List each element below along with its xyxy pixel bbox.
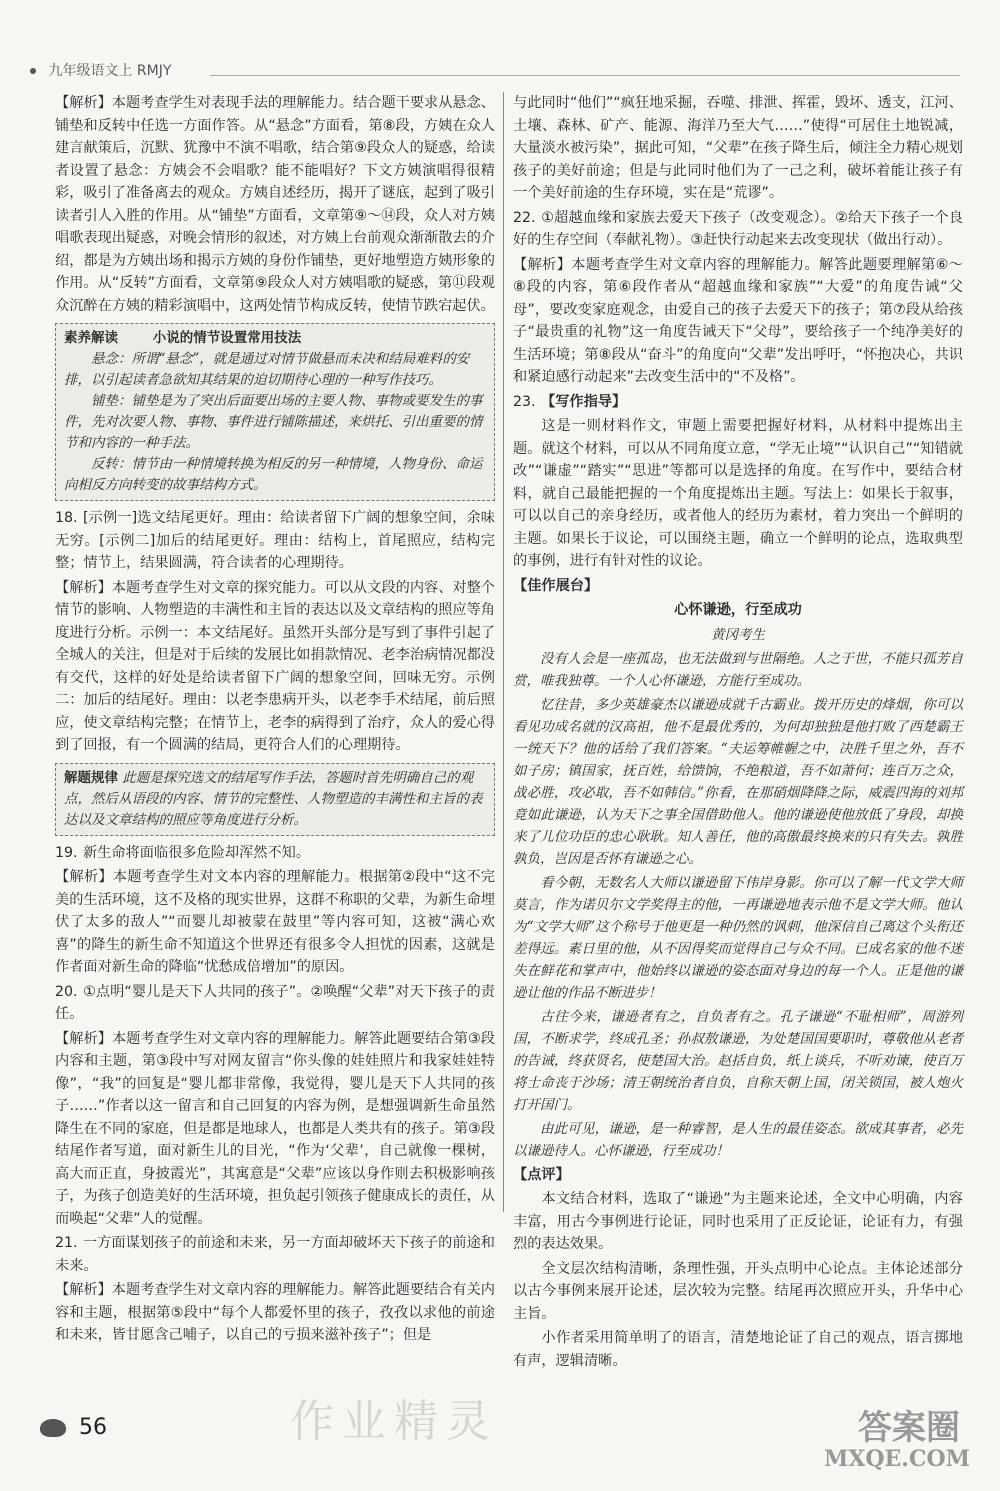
watermark-text: 作业精灵	[290, 1396, 498, 1447]
analysis-17: 【解析】本题考查学生对表现手法的理解能力。结合题干要求从悬念、铺垫和反转中任选一方面作答。从“悬念”方面看，第⑧段，方姨在众人建言献策后，沉默、犹豫中不演不唱歌，结合第⑨段众人的疑惑，给读者设置了悬念：方姨会不会唱歌？能不能唱好？下文方姨演唱得很精彩，吸引了准备离去的观众。方姨自述经历，揭开了谜底，起到了吸引读者引人入胜的作用。从“铺垫”方面看，文章第⑨～⑭段，众人对方姨唱歌表现出疑惑，对晚会情形的叙述，对方姨上台前观众渐渐散去的介绍，都是为方姨出场和揭示方姨的身份作铺垫，更好地塑造方姨形象的作用。从“反转”方面看，文章第⑨段众人对方姨唱歌的疑惑，第⑪段观众沉醉在方姨的精彩演唱中，这两处情节构成反转，使情节跌宕起伏。	[55, 95, 495, 314]
page-footer	[40, 1415, 107, 1440]
tip-foreshadow: 铺垫：铺垫是为了突出后面要出场的主要人物、事物或要发生的事件，先对次要人物、事物、事件进行铺陈描述，来烘托、引出重要的情节和内容的一种手法。	[64, 393, 483, 451]
page-number: 56	[79, 1415, 107, 1440]
question-19-analysis: 【解析】本题考查学生对文本内容的理解能力。根据第②段中“这不完美的生活环境，这不及格的现实世界，这群不称职的父辈，为新生命埋伏了太多的敌人”“而婴儿却被蒙在鼓里”等内容可知，这被“满心欢喜”的降生的新生命不知道这个世界还有很多令人担忧的因素，这就是作者面对新生命的降临“忧愁成倍增加”的原因。	[55, 869, 495, 975]
tip-reversal: 反转：情节由一种情境转换为相反的另一种情境，人物身份、命运向相反方向转变的故事结构方式。	[64, 456, 483, 493]
question-23-label: 23. 【写作指导】	[513, 393, 627, 410]
essay-title: 心怀谦逊，行至成功	[674, 602, 802, 618]
question-18-analysis: 【解析】本题考查学生对文章的探究能力。可以从文段的内容、对整个情节的影响、人物塑造的丰满性和主旨的表达以及文章结构的照应等角度进行分析。示例一：本文结尾好。虽然开头部分是写到了事件引起了全城人的关注，但是对于后续的发展比如捐款情况、老李治病情况都没有交代，这样的好处是给读者留下广阔的想象空间，回味无穷。示例二：加后的结尾好。理由：以老李患病开头，以老李手术结尾，前后照应，使文章结构完整；在情节上，老李的病得到了治疗，众人的爱心得到了回报，有一个圆满的结局，更符合人们的心理期待。	[55, 579, 495, 753]
question-21-analysis: 【解析】本题考查学生对文章内容的理解能力。解答此题要结合有关内容和主题，根据第⑤段中“每个人都爱怀里的孩子，孜孜以求他的前途和未来，皆甘愿含己哺子，以自己的亏损来滋补孩子”；但是	[55, 1282, 495, 1343]
right-column	[513, 92, 963, 1374]
review-paragraph-2: 全文层次结构清晰，条理性强，开头点明中心论点。主体论述部分以古今事例来展开论述，层次较为完整。结尾再次照应开头，升华中心主旨。	[513, 1260, 963, 1322]
header-title: 九年级语文上 RMJY	[48, 63, 172, 79]
header-rule	[210, 75, 960, 76]
question-19-answer: 19. 新生命将面临很多危险却浑然不知。	[55, 844, 311, 861]
review-paragraph-1: 本文结合材料，选取了“谦逊”为主题来论述，全文中心明确，内容丰富，用古今事例进行论证，同时也采用了正反论证，论证有力，有强烈的表达效果。	[513, 1191, 963, 1252]
column-divider	[503, 92, 504, 1212]
page-header	[30, 60, 171, 80]
tip-suspense: 悬念：所谓“悬念”，就是通过对情节做悬而未决和结局难料的安排，以引起读者急欲知其结果的迫切期待心理的一种写作技巧。	[64, 351, 470, 388]
essay-paragraph-4: 古往今来，谦逊者有之，自负者有之。孔子谦逊“不耻相师”，周游列国，不断求学，终成孔圣；孙叔敖谦逊，为处楚国国要职时，尊敬他从老者的告诫，终获贤名，使楚国大治。赵括自负，纸上谈兵，不听劝谏，使百万将士命丧于沙场；清王朝统治者自负，自称天朝上国，闭关锁国，被人炮火打开国门。	[513, 1008, 963, 1113]
question-22-answer: 22. ①超越血缘和家族去爱天下孩子（改变观念）。②给天下孩子一个良好的生存空间（奉献礼物）。③赶快行动起来去改变现状（做出行动）。	[513, 209, 963, 248]
question-22-analysis: 【解析】本题考查学生对文章内容的理解能力。解答此题要理解第⑥～⑧段的内容，第⑥段作者从“超越血缘和家族”“大爱”的角度告诫“父母”，要改变家庭观念，由爱自己的孩子去爱天下的孩子；第⑦段从给孩子“最贵重的礼物”这一角度告诫天下“父母”，要给孩子一个纯净美好的生活环境；第⑧段从“奋斗”的角度向“父辈”发出呼吁，“怀抱决心，共识和紧迫感行动起来”去改变生活中的“不及格”。	[513, 256, 963, 385]
essay-paragraph-3: 看今朝，无数名人大师以谦逊留下伟岸身影。你可以了解一代文学大师莫言，作为诺贝尔文学奖得主的他，一再谦逊地表示他不是文学大师。他认为“文学大师”这个称号于他更是一种仍然的讽刺，他深信自己离这个头衔还差得远。素日里的他，从不因得奖而觉得自己与众不同。已成名家的他不迷失在鲜花和掌声中，他始终以谦逊的姿态面对身边的每一个人。正是他的谦逊让他的作品不断进步！	[513, 874, 963, 1001]
question-18-answer: 18. [示例一]选文结尾更好。理由：给读者留下广阔的想象空间，余味无穷。[示例二]加后的结尾更好。理由：结构上，首尾照应，结构完整；情节上，结果圆满，符合读者的心理期待。	[55, 510, 495, 571]
essay-author: 黄冈考生	[711, 626, 765, 643]
watermark-corner: 答案圈	[858, 1408, 960, 1448]
question-21-answer: 21. 一方面谋划孩子的前途和未来，另一方面却破坏天下孩子的前途和未来。	[55, 1235, 495, 1274]
tip-box-literacy	[55, 323, 495, 501]
writing-guidance: 这是一则材料作文，审题上需要把握好材料，从材料中提炼出主题。就这个材料，可以从不同角度立意，“学无止境”“认识自己”“知错就改”“谦虚”“踏实”“思进”等都可以是选择的角度。在写作中，要结合材料，就自己最能把握的一个角度提炼出主题。写法上：如果长于叙事，可以以自己的亲身经历，或者他人的经历为素材，着力突出一个鲜明的主题。如果长于议论，可以围绕主题，确立一个鲜明的论点，选取典型的事例，进行有针对性的议论。	[513, 418, 963, 569]
watermark-url: MXQE.COM	[823, 1446, 970, 1472]
showcase-label: 【佳作展台】	[513, 577, 599, 594]
tip-box-title: 素养解读 小说的情节设置常用技法	[64, 330, 302, 346]
question-21-analysis-cont: 与此同时“他们”“疯狂地采掘，吞噬、排泄、挥霍，毁坏、透支，江河、土壤、森林、矿产、能源、海洋乃至大气……”使得“可居住土地锐减，大量淡水被污染”，据此可知，“父辈”在孩子降生后，倾注全力精心规划孩子的美好前途；但是与此同时他们为了一己之利，破坏着能让孩子有一个美好前途的生存环境，实在是“荒谬”。	[513, 95, 963, 201]
bullet-icon	[30, 68, 36, 74]
question-20-analysis: 【解析】本题考查学生对文章内容的理解能力。解答此题要结合第③段内容和主题，第③段中写对网友留言“你头像的娃娃照片和我家娃娃特像”，“我”的回复是“婴儿都非常像，我觉得，婴儿是天下人共同的孩子……”作者以这一留言和自己回复的内容为例，是想强调新生命虽然降生在不同的家庭，但是都是地球人，也都是人类共有的孩子。第③段结尾作者写道，面对新生儿的目光，“作为‘父辈’，自己就像一棵树，高大而正直，身披霞光”，其寓意是“父辈”应该以身作则去积极影响孩子，为孩子创造美好的生活环境，担负起引领孩子健康成长的责任，从而唤起“父辈”人的觉醒。	[55, 1030, 495, 1227]
dolphin-logo-icon	[40, 1419, 66, 1437]
essay-paragraph-5: 由此可见，谦逊，是一种睿智，是人生的最佳姿态。欲成其事者，必先以谦逊待人。心怀谦逊，行至成功！	[513, 1120, 963, 1159]
essay-paragraph-2: 忆往昔，多少英雄豪杰以谦逊成就千古霸业。拨开历史的烽烟，你可以看见功成名就的汉高祖，他不是最优秀的，为何却独独是他打败了西楚霸王一统天下？他的话给了我们答案。“夫运筹帷幄之中，决胜千里之外，吾不如子房；镇国家，抚百姓，给馈饷，不绝粮道，吾不如萧何；连百万之众，战必胜，攻必取，吾不如韩信。”你看，在那硝烟降降之际，威震四海的刘邦竟如此谦逊，认为天下之事全国借助他人。他的谦逊使他放低了身段，却换来了儿位功臣的忠心耿耿。知人善任，他的高傲最终换来的只有失去。孰胜孰负，岂因是否怀有谦逊之心。	[513, 696, 963, 867]
left-column	[55, 92, 495, 1349]
tip-box-method: 解题规律 此题是探究选文的结尾写作手法，答题时首先明确自己的观点，然后从语段的内容、情节的完整性、人物塑造的丰满性和主旨的表达以及文章结构的照应等角度进行分析。	[55, 763, 495, 836]
question-20-answer: 20. ①点明“婴儿是天下人共同的孩子”。②唤醒“父辈”对天下孩子的责任。	[55, 983, 495, 1022]
review-label: 【点评】	[513, 1166, 570, 1183]
essay-paragraph-1: 没有人会是一座孤岛，也无法做到与世隔绝。人之于世，不能只孤芳自赏，唯我独尊。一个人心怀谦逊，方能行至成功。	[513, 650, 963, 689]
review-paragraph-3: 小作者采用简单明了的语言，清楚地论证了自己的观点，语言掷地有声，逻辑清晰。	[513, 1330, 963, 1369]
